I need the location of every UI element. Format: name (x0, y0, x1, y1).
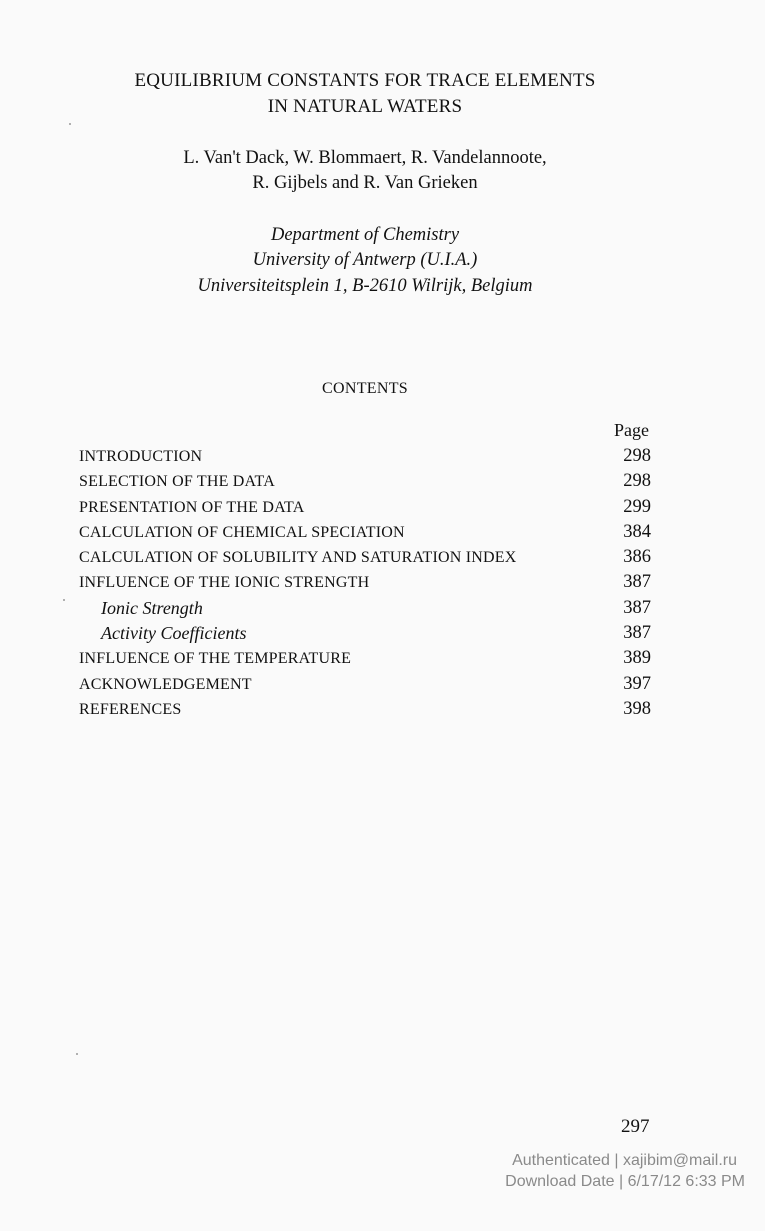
toc-subentry-label: Ionic Strength (101, 597, 203, 618)
scan-speck (63, 599, 65, 601)
toc-entry (79, 646, 651, 671)
page-number: 297 (621, 1116, 650, 1137)
toc-entry-label: ACKNOWLEDGEMENT (79, 675, 252, 693)
toc-entry (79, 520, 651, 545)
toc-entry (79, 697, 651, 722)
toc-subentry-label: Activity Coefficients (101, 623, 247, 644)
watermark-download-date: Download Date | 6/17/12 6:33 PM (505, 1173, 745, 1190)
toc-entry (79, 469, 651, 494)
toc-entry-page: 299 (623, 496, 651, 517)
toc-entry-page: 298 (623, 446, 651, 466)
affiliation-department: Department of Chemistry (270, 225, 460, 245)
table-of-contents (79, 444, 651, 722)
toc-entry-label: INTRODUCTION (79, 448, 203, 465)
affiliation-address: Universiteitsplein 1, B-2610 Wilrijk, Belgium (197, 276, 533, 296)
toc-entry-label: CALCULATION OF SOLUBILITY AND SATURATION INDEX (79, 549, 517, 567)
page-column-label: Page (614, 420, 649, 440)
toc-entry-label: SELECTION OF THE DATA (79, 473, 275, 491)
toc-entry-label: INFLUENCE OF THE TEMPERATURE (79, 650, 352, 668)
toc-entry-label: REFERENCES (79, 700, 182, 718)
title-line-2: IN NATURAL WATERS (267, 96, 463, 117)
toc-entry-label: INFLUENCE OF THE IONIC STRENGTH (79, 574, 370, 592)
toc-entry-page: 389 (623, 648, 651, 669)
toc-entry-page: 387 (623, 623, 651, 644)
toc-entry-page: 387 (623, 597, 651, 618)
toc-entry-page: 387 (623, 572, 651, 593)
authors-line-1: L. Van't Dack, W. Blommaert, R. Vandelannoote, (183, 148, 547, 168)
contents-heading: CONTENTS (322, 380, 408, 397)
toc-entry-page: 298 (623, 471, 651, 492)
title-line-1: EQUILIBRIUM CONSTANTS FOR TRACE ELEMENTS (134, 70, 596, 91)
toc-entry (79, 444, 651, 469)
toc-subentry (79, 596, 651, 621)
toc-entry-page: 398 (623, 698, 651, 719)
authors-line-2: R. Gijbels and R. Van Grieken (252, 173, 478, 193)
toc-entry (79, 545, 651, 570)
toc-entry (79, 570, 651, 595)
watermark-authenticated: Authenticated | xajibim@mail.ru (512, 1152, 737, 1169)
toc-entry-label: CALCULATION OF CHEMICAL SPECIATION (79, 523, 405, 541)
scan-speck (76, 1053, 78, 1055)
toc-entry (79, 495, 651, 520)
toc-entry (79, 672, 651, 697)
toc-entry-label: PRESENTATION OF THE DATA (79, 498, 305, 516)
toc-subentry (79, 621, 651, 646)
scan-speck (69, 123, 71, 125)
affiliation-university: University of Antwerp (U.I.A.) (252, 250, 478, 270)
toc-entry-page: 386 (623, 547, 651, 568)
toc-entry-page: 384 (623, 521, 651, 542)
toc-entry-page: 397 (623, 673, 651, 694)
